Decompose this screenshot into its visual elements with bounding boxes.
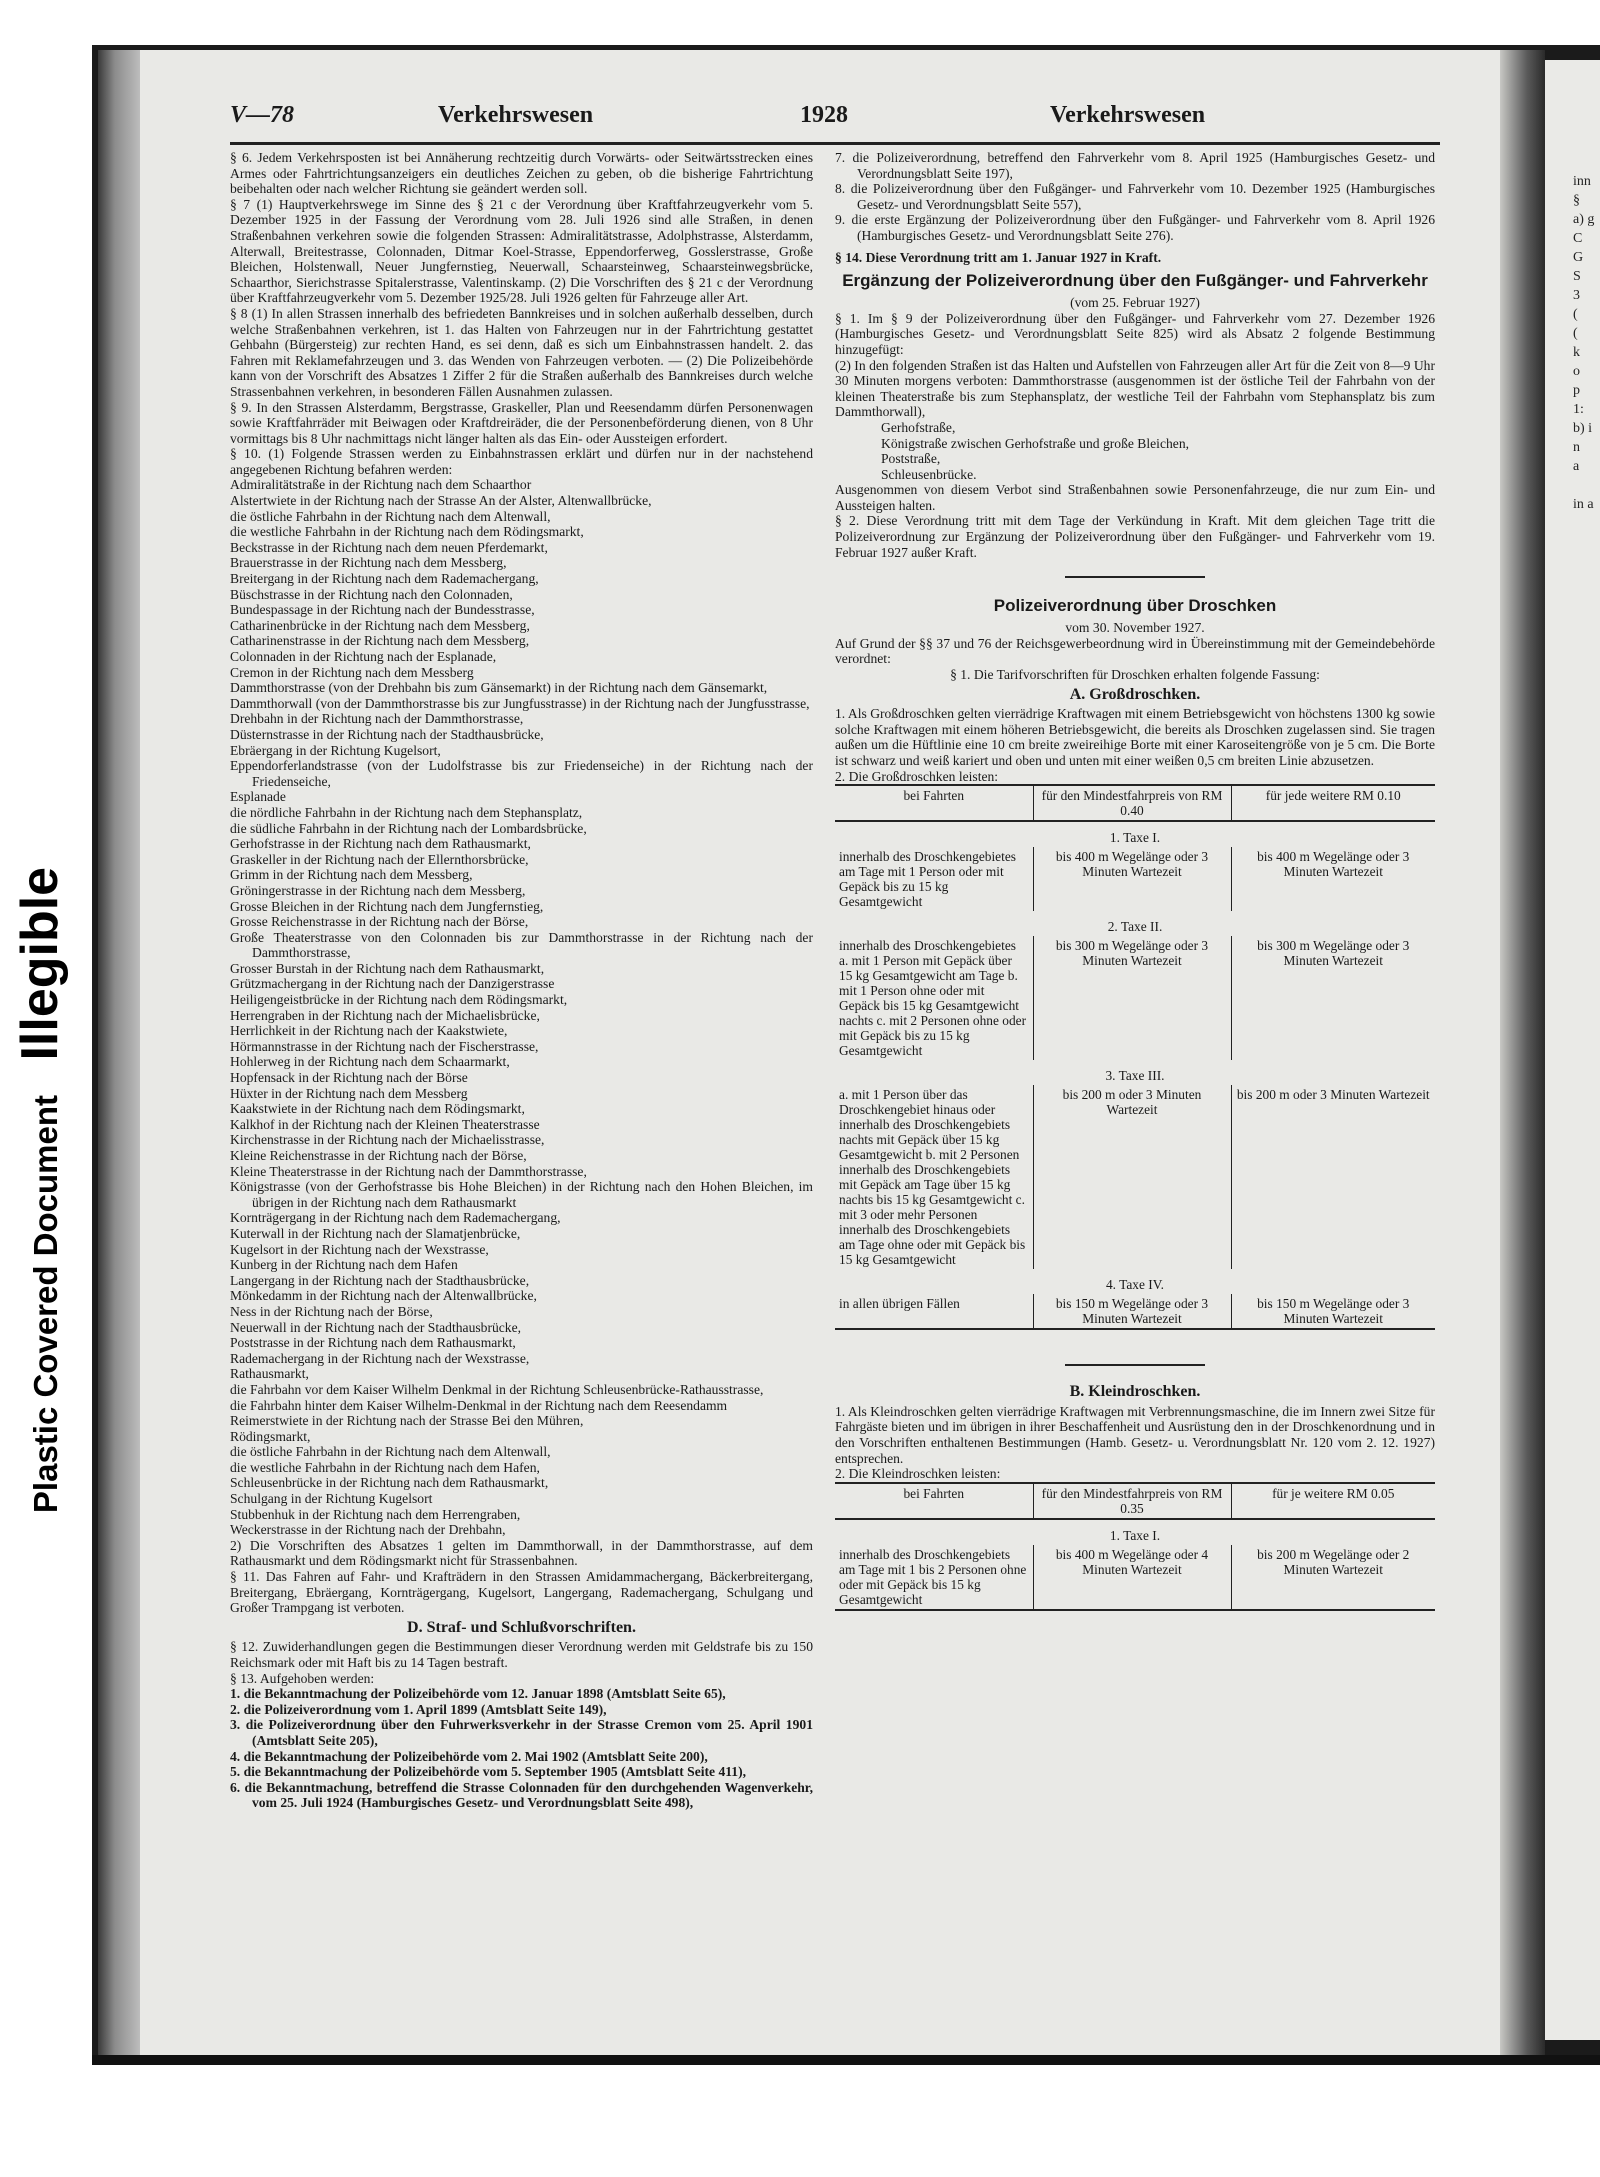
street-entry: die Fahrbahn vor dem Kaiser Wilhelm Denkmal in der Richtung Schleusenbrücke-Rathausstrasse, — [230, 1381, 764, 1397]
taxe-label: 4. Taxe IV. — [1105, 1277, 1165, 1293]
plastic-covered-label: Plastic Covered Document — [27, 1094, 64, 1514]
taxe-label: 2. Taxe II. — [1107, 919, 1163, 935]
regulation-paragraph: § 7 (1) Hauptverkehrswege im Sinne des § 21 c der Verordnung über Kraftfahrzeugverkehr vom 5. Dezember 1925 in der Fassung der Verordnung vom 28. Juli 1926 sind alle Straßen, in denen Straßenbahnen verkehren sowie die folgenden Strassen: Admiralitätstrasse, Adolphstrasse, Alsterdamm, Alterwall, Breitestrasse, Colonnaden, Ditmar Koel-Strasse, Eppendorferweg, Gosslerstrasse, Große Bleichen, Holstenwall, Neuer Jungfernstieg, Neuerwall, Schaarsteinweg, Schaarsteinwegsbrücke, Schaarthor, Sierichstrasse Spitalerstrasse, Valentinskamp. (2) Die Vorschriften des § 21 c der Verordnung über Kraftfahrzeugverkehr vom 5. Dezember 1925/28. Juli 1926 gelten für Fahrzeuge aller Art. — [230, 196, 813, 306]
fare-cell-trips: a. mit 1 Person über das Droschkengebiet hinaus oder innerhalb des Droschkengebiets nachts mit Gepäck über 15 kg Gesamtgewicht b. mit 2 Personen innerhalb des Droschkengebiets mit Gepäck am Tage über 15 kg nachts bis 15 kg Gesamtgewicht c. mit 3 oder mehr Personen innerhalb des Droschkengebiets am Tage ohne oder mit Gepäck bis 15 kg Gesamtgewicht — [839, 1087, 1026, 1268]
taxi-regulation-date: vom 30. November 1927. — [1065, 620, 1205, 636]
street-entry: Grosser Burstah in der Richtung nach dem Rathausmarkt, — [230, 960, 545, 976]
fare-cell-minimum: bis 300 m Wegelänge oder 3 Minuten Wartezeit — [1033, 936, 1231, 1060]
facing-page-fragment: S — [1573, 269, 1581, 284]
street-entry: die nördliche Fahrbahn in der Richtung nach dem Stephansplatz, — [230, 804, 583, 820]
binding-edge — [98, 50, 140, 2055]
street-entry: Büschstrasse in der Richtung nach den Colonnaden, — [230, 586, 513, 602]
header-title-right: Verkehrswesen — [1050, 102, 1206, 128]
street-entry: die östliche Fahrbahn in der Richtung nach dem Altenwall, — [230, 508, 551, 524]
large-taxi-fare-table — [835, 784, 1435, 1330]
fare-cell-additional: bis 200 m oder 3 Minuten Wartezeit — [1231, 1085, 1435, 1269]
street-entry: Dammthorwall (von der Dammthorstrasse bis zur Jungfusstrasse) in der Richtung nach der Jungfusstrasse, — [230, 695, 810, 711]
street-entry: Rademachergang in der Richtung nach der Wexstrasse, — [230, 1350, 530, 1366]
facing-page-fragment: C — [1573, 231, 1583, 246]
regulation-paragraph: § 6. Jedem Verkehrsposten ist bei Annäherung rechtzeitig durch Vorwärts- oder Seitwärtsstrecken eines Armes oder Fahrtrichtungsanzeigers ein deutliches Zeichen zu geben, ob die bisherige Fahrtrichtung beibehalten oder nach welcher Richtung sie geändert werden soll. — [230, 150, 813, 197]
repealed-item: 1. die Bekanntmachung der Polizeibehörde vom 12. Januar 1898 (Amtsblatt Seite 65), — [230, 1686, 726, 1702]
facing-page-fragment: p — [1573, 383, 1580, 398]
fare-cell-trips: innerhalb des Droschkengebietes a. mit 1 Person mit Gepäck über 15 kg Gesamtgewicht am Tage b. mit 1 Person ohne oder mit Gepäck bis 15 kg Gesamtgewicht nachts c. mit 2 Personen ohne oder mit Gepäck bis zu 15 kg Gesamtgewicht — [839, 938, 1027, 1059]
facing-page-fragment: a) g — [1573, 212, 1595, 227]
fare-col-additional: für jede weitere RM 0.10 — [1231, 785, 1435, 821]
regulation-paragraph: § 9. In den Strassen Alsterdamm, Bergstrasse, Graskeller, Plan und Reesendamm dürfen Personenwagen sowie Kraftfahrräder mit Beiwagen oder Kraftdreiräder, die der Personenbeförderung dienen, von 8 Uhr vormittags bis 8 Uhr nachmittags nicht länger halten als das Ein- oder Aussteigen erfordert. — [230, 399, 813, 446]
street-entry: Catharinenstrasse in der Richtung nach dem Messberg, — [230, 633, 530, 649]
fare-cell-trips: innerhalb des Droschkengebiets am Tage mit 1 bis 2 Personen ohne oder mit Gepäck bis 15 kg Gesamtgewicht — [835, 1545, 1033, 1610]
repealed-item: 5. die Bekanntmachung der Polizeibehörde vom 5. September 1905 (Amtsblatt Seite 411), — [230, 1764, 747, 1780]
street-entry: Grimm in der Richtung nach dem Messberg, — [230, 867, 473, 883]
street-entry: Grosse Reichenstrasse in der Richtung nach der Börse, — [230, 914, 529, 930]
street-entry: Kleine Reichenstrasse in der Richtung nach der Börse, — [230, 1148, 527, 1163]
street-entry: Brauerstrasse in der Richtung nach dem Messberg, — [230, 555, 507, 571]
street-entry: Rathausmarkt, — [230, 1366, 309, 1382]
regulation-paragraph: § 8 (1) In allen Strassen innerhalb des befriedeten Bannkreises und in solchen außerhalb desselben, durch welche Straßenbahnen verkehren, ist 1. das Halten von Fahrzeugen nur in der Fahrtrichtung gestattet Gehbahn (Bürgersteig) zur rechten Hand, es sei denn, daß es sich um Einbahnstrassen handelt. 2. das Fahren mit Reklamefahrzeugen und 3. das Wenden von Fahrzeugen verboten. — (2) Die Polizeibehörde kann von der Vorschrift des Absatzes 1 Ziffer 2 für die Straßen außerhalb des Bannkreises durch welche Strassenbahnen verkehren, in besonderen Fällen Ausnahmen zulassen. — [230, 305, 813, 399]
fare-col-minimum: für den Mindestfahrpreis von RM 0.35 — [1033, 1483, 1231, 1519]
fare-row — [835, 936, 1435, 1060]
street-entry: Rödingsmarkt, — [230, 1428, 311, 1444]
supplement-paragraph: Ausgenommen von diesem Verbot sind Straßenbahnen sowie Personenfahrzeuge, die nur zum Ein- und Aussteigen halten. — [835, 482, 1435, 513]
section-divider — [1065, 1364, 1205, 1366]
street-entry: Große Theaterstrasse von den Colonnaden bis zur Dammthorstrasse in der Richtung nach der Dammthorstrasse, — [230, 929, 813, 961]
page-gutter — [1500, 50, 1545, 2055]
supplement-street: Königstraße zwischen Gerhofstraße und große Bleichen, — [881, 435, 1190, 451]
supplement-heading: Ergänzung der Polizeiverordnung über den Fußgänger- und Fahrverkehr — [842, 271, 1428, 291]
street-entry: Dammthorstrasse (von der Drehbahn bis zum Gänsemarkt) in der Richtung nach dem Gänsemarkt, — [230, 680, 768, 696]
street-entry: Neuerwall in der Richtung nach der Stadthausbrücke, — [230, 1319, 522, 1335]
fare-cell-minimum: bis 150 m Wegelänge oder 3 Minuten Wartezeit — [1033, 1294, 1231, 1329]
repealed-item: 7. die Polizeiverordnung, betreffend den Fahrverkehr vom 8. April 1925 (Hamburgisches Gesetz- und Verordnungsblatt Seite 197), — [835, 150, 1435, 181]
facing-page-fragment: k — [1573, 345, 1580, 360]
facing-page-fragment: b) i — [1573, 421, 1593, 436]
street-entry: Hopfensack in der Richtung nach der Börse — [230, 1070, 468, 1086]
street-entry: Weckerstrasse in der Richtung nach der Drehbahn, — [230, 1522, 506, 1538]
street-entry: Esplanade — [230, 789, 286, 805]
facing-page-fragment: § — [1573, 193, 1580, 208]
street-entry: die Fahrbahn hinter dem Kaiser Wilhelm-Denkmal in der Richtung nach dem Reesendamm — [230, 1397, 728, 1413]
street-entry: Reimerstwiete in der Richtung nach der Strasse Bei den Mühren, — [230, 1413, 584, 1429]
regulation-paragraph: § 10. (1) Folgende Strassen werden zu Einbahnstrassen erklärt und dürfen nur in der nachstehend angegebenen Richtung befahren werden: — [230, 446, 813, 477]
street-entry: Kleine Theaterstrasse in der Richtung nach der Dammthorstrasse, — [230, 1163, 587, 1179]
street-entry: Catharinenbrücke in der Richtung nach dem Messberg, — [230, 617, 530, 633]
street-entry: Kirchenstrasse in der Richtung nach der Michaelisstrasse, — [230, 1132, 545, 1148]
penalty-paragraph: § 13. Aufgehoben werden: — [230, 1670, 375, 1686]
street-entry: Eppendorferlandstrasse (von der Ludolfstrasse bis zur Friedenseiche) in der Richtung nach der Friedenseiche, — [230, 758, 813, 789]
supplement-paragraph: (2) In den folgenden Straßen ist das Halten und Aufstellen von Fahrzeugen aller Art für die Zeit von 8—9 Uhr 30 Minuten morgens verboten: Dammthorstrasse (ausgenommen ist der östliche Teil der Fahrbahn von der kleinen Theaterstraße bis zum Stephansplatz, der westliche Teil der Fahrbahn vom Stephansplatz bis zum Dammthorwall), — [835, 357, 1435, 420]
street-entry: Breitergang in der Richtung nach dem Rademachergang, — [230, 571, 539, 587]
street-entry: Heiligengeistbrücke in der Richtung nach dem Rödingsmarkt, — [230, 992, 568, 1008]
street-entry: Colonnaden in der Richtung nach der Esplanade, — [230, 649, 497, 664]
street-entry: Mönkedamm in der Richtung nach der Altenwallbrücke, — [230, 1288, 537, 1304]
street-entry: Gröningerstrasse in der Richtung nach dem Messberg, — [230, 882, 526, 898]
street-entry: die südliche Fahrbahn in der Richtung nach der Lombardsbrücke, — [230, 820, 587, 836]
street-entry: Kornträgergang in der Richtung nach dem Rademachergang, — [230, 1210, 561, 1226]
fare-cell-minimum: bis 400 m Wegelänge oder 3 Minuten Wartezeit — [1033, 847, 1231, 911]
header-year: 1928 — [800, 102, 848, 128]
fare-col-additional: für je weitere RM 0.05 — [1231, 1483, 1435, 1519]
taxi-regulation-heading: Polizeiverordnung über Droschken — [993, 596, 1277, 616]
street-entry: Grützmachergang in der Richtung nach der Danzigerstrasse — [230, 976, 555, 992]
penalty-paragraph: § 12. Zuwiderhandlungen gegen die Bestimmungen dieser Verordnung werden mit Geldstrafe bis zu 150 Reichsmark oder mit Haft bis zu 14 Tagen bestraft. — [230, 1639, 813, 1670]
fare-row — [835, 1085, 1435, 1269]
street-entry: Beckstrasse in der Richtung nach dem neuen Pferdemarkt, — [230, 539, 548, 555]
street-entry: Düsternstrasse in der Richtung nach der Stadthausbrücke, — [230, 726, 544, 742]
repealed-item: 2. die Polizeiverordnung vom 1. April 1899 (Amtsblatt Seite 149), — [230, 1701, 607, 1717]
street-entry: Hüxter in der Richtung nach dem Messberg — [230, 1085, 468, 1101]
street-entry: Langergang in der Richtung nach der Stadthausbrücke, — [230, 1272, 530, 1288]
supplement-paragraph: § 1. Im § 9 der Polizeiverordnung über den Fußgänger- und Fahrverkehr vom 27. Dezember 1926 (Hamburgisches Gesetz- und Verordnungsblatt Seite 825) wird als Absatz 2 folgende Bestimmung hinzugefügt: — [835, 310, 1435, 357]
left-column — [230, 150, 813, 1811]
fare-cell-additional: bis 150 m Wegelänge oder 3 Minuten Wartezeit — [1231, 1294, 1435, 1329]
street-entry: Hörmannstrasse in der Richtung nach der Fischerstrasse, — [230, 1038, 539, 1054]
small-taxi-heading: B. Kleindroschken. — [1069, 1383, 1201, 1401]
facing-page-fragment — [1573, 476, 1600, 495]
section-d-heading: D. Straf- und Schlußvorschriften. — [407, 1618, 636, 1636]
supplement-street: Gerhofstraße, — [881, 419, 956, 435]
page-number: V—78 — [230, 102, 295, 128]
fare-cell-minimum: bis 400 m Wegelänge oder 4 Minuten Wartezeit — [1033, 1545, 1231, 1610]
fare-cell-additional: bis 200 m Wegelänge oder 2 Minuten Wartezeit — [1231, 1545, 1435, 1610]
facing-page-fragment: 1: — [1573, 402, 1584, 417]
street-entry: Königstrasse (von der Gerhofstrasse bis Hohe Bleichen) in der Richtung nach den Hohen Bleichen, im übrigen in der Richtung nach dem Rathausmarkt — [230, 1179, 813, 1210]
fare-cell-trips: in allen übrigen Fällen — [835, 1294, 1033, 1329]
post-list-paragraphs — [230, 1538, 813, 1616]
facing-page-fragment: ( — [1573, 307, 1578, 322]
street-entry: Cremon in der Richtung nach dem Messberg — [230, 664, 474, 680]
facing-page-fragment: in a — [1573, 497, 1594, 512]
street-entry: Kalkhof in der Richtung nach der Kleinen Theaterstrasse — [230, 1116, 540, 1132]
fare-col-trips: bei Fahrten — [835, 785, 1033, 821]
street-entry: Kugelsort in der Richtung nach der Wexstrasse, — [230, 1241, 489, 1257]
street-entry: Herrengraben in der Richtung nach der Michaelisbrücke, — [230, 1007, 540, 1023]
repealed-list-continued — [835, 150, 1435, 244]
regulation-paragraphs — [230, 150, 813, 477]
supplement-date: (vom 25. Februar 1927) — [1070, 295, 1200, 311]
street-entry: Stubbenhuk in der Richtung nach dem Herrengraben, — [230, 1506, 521, 1522]
document-status-label — [0, 790, 80, 1590]
street-entry: Bundespassage in der Richtung nach der Bundesstrasse, — [230, 602, 535, 618]
street-entry: Admiralitätstraße in der Richtung nach dem Schaarthor — [230, 477, 532, 493]
large-taxi-services-intro: 2. Die Großdroschken leisten: — [835, 768, 999, 784]
street-entry: Schleusenbrücke in der Richtung nach dem Rathausmarkt, — [230, 1475, 549, 1491]
facing-page-fragment: ( — [1573, 326, 1578, 341]
regulation-paragraph: § 11. Das Fahren auf Fahr- und Krafträdern in den Strassen Amidammachergang, Bäckerbreitergang, Breitergang, Ebräergang, Kornträgergang, Kugelsort, Langergang, Rademachergang, Schulgang und Großer Trampgang ist verboten. — [230, 1569, 813, 1616]
facing-page-fragment: n — [1573, 440, 1580, 455]
fare-row — [835, 847, 1435, 911]
repealed-item: 4. die Bekanntmachung der Polizeibehörde vom 2. Mai 1902 (Amtsblatt Seite 200), — [230, 1748, 708, 1764]
street-entry: die westliche Fahrbahn in der Richtung nach dem Hafen, — [230, 1459, 540, 1475]
facing-page-fragment: a — [1573, 459, 1580, 474]
street-entry: Alstertwiete in der Richtung nach der Strasse An der Alster, Altenwallbrücke, — [230, 493, 652, 509]
facing-page-fragment: 3 — [1573, 288, 1580, 303]
section-d-paragraphs — [230, 1639, 813, 1686]
street-entry: Ness in der Richtung nach der Börse, — [230, 1303, 433, 1319]
header-title-left: Verkehrswesen — [438, 102, 594, 128]
fare-row — [835, 1294, 1435, 1329]
large-taxi-definition: 1. Als Großdroschken gelten vierrädrige Kraftwagen mit einem Betriebsgewicht von höchstens 1300 kg sowie solche Kraftwagen mit einem höheren Betriebsgewicht, die bereits als Droschken zugelassen sind. Sie tragen außen um die Hüftlinie eine 10 cm breite zweireihige Borte mit einer Karoseitengröße von je 5 cm. Die Borte ist schwarz und weiß kariert und oben und unten mit einer weißen 0,5 cm breiten Linie abzusetzen. — [835, 706, 1435, 768]
scan-bottom-edge — [92, 2055, 1600, 2065]
street-entry: Schulgang in der Richtung Kugelsort — [230, 1491, 433, 1507]
repealed-item: 3. die Polizeiverordnung über den Fuhrwerksverkehr in der Strasse Cremon vom 25. April 1901 (Amtsblatt Seite 205), — [230, 1717, 813, 1748]
street-entry: Gerhofstrasse in der Richtung nach dem Rathausmarkt, — [230, 836, 531, 852]
taxe-label: 3. Taxe III. — [1105, 1068, 1165, 1084]
fare-col-minimum: für den Mindestfahrpreis von RM 0.40 — [1033, 785, 1231, 821]
illegible-label: Illegible — [11, 866, 69, 1061]
supplement-street-list — [835, 420, 1435, 482]
street-entry: Kunberg in der Richtung nach dem Hafen — [230, 1257, 458, 1273]
street-entry: die westliche Fahrbahn in der Richtung nach dem Rödingsmarkt, — [230, 524, 584, 540]
fare-col-trips: bei Fahrten — [835, 1483, 1033, 1519]
taxe-label: 1. Taxe I. — [1109, 1527, 1161, 1543]
repealed-list — [230, 1686, 813, 1811]
one-way-street-list — [230, 477, 813, 1537]
regulation-paragraph: 2) Die Vorschriften des Absatzes 1 gelten im Dammthorwall, in der Dammthorstrasse, auf dem Rathausmarkt und dem Rödingsmarkt nicht für Strassenbahnen. — [230, 1537, 813, 1569]
taxe-label: 1. Taxe I. — [1109, 830, 1161, 846]
street-entry: Poststrasse in der Richtung nach dem Rathausmarkt, — [230, 1335, 516, 1351]
repealed-item: 6. die Bekanntmachung, betreffend die Strasse Colonnaden für den durchgehenden Wagenverkehr, vom 25. Juli 1924 (Hamburgisches Gesetz- und Verordnungsblatt Seite 498), — [230, 1779, 813, 1811]
small-taxi-fare-table — [835, 1482, 1435, 1611]
street-entry: Graskeller in der Richtung nach der Ellernthorsbrücke, — [230, 851, 529, 867]
right-column — [835, 150, 1435, 1611]
fare-cell-trips: innerhalb des Droschkengebietes am Tage mit 1 Person oder mit Gepäck bis zu 15 kg Gesamtgewicht — [839, 849, 1016, 910]
small-taxi-definition: 1. Als Kleindroschken gelten vierrädrige Kraftwagen mit Verbrennungsmaschine, die im Innern zwei Sitze für Fahrgäste bieten und im übrigen in ihrer Beschaffenheit und Ausrüstung den in der Droschkenordnung und in den Vorschriften enthaltenen Bestimmungen (Hamb. Gesetz- u. Verordnungsblatt Nr. 120 vom 2. 12. 1927) entsprechen. — [835, 1403, 1435, 1466]
fare-cell-additional: bis 300 m Wegelänge oder 3 Minuten Wartezeit — [1231, 936, 1435, 1060]
fare-cell-minimum: bis 200 m oder 3 Minuten Wartezeit — [1033, 1085, 1231, 1269]
facing-page-fragment: o — [1573, 364, 1580, 379]
facing-page-fragment: G — [1573, 250, 1584, 265]
supplement-closing — [835, 482, 1435, 560]
repealed-item: 8. die Polizeiverordnung über den Fußgänger- und Fahrverkehr vom 10. Dezember 1925 (Hamburgisches Gesetz- und Verordnungsblatt Seite 557), — [835, 181, 1435, 212]
small-taxi-services-intro: 2. Die Kleindroschken leisten: — [835, 1466, 1001, 1482]
supplement-paragraphs — [835, 311, 1435, 420]
supplement-street: Schleusenbrücke. — [881, 466, 977, 482]
repealed-item: 9. die erste Ergänzung der Polizeiverordnung über den Fußgänger- und Fahrverkehr vom 8. April 1926 (Hamburgisches Gesetz- und Verordnungsblatt Seite 276). — [835, 212, 1435, 243]
section-divider — [1065, 576, 1205, 578]
facing-page-fragment: inn — [1573, 174, 1591, 189]
street-entry: Grosse Bleichen in der Richtung nach dem Jungfernstieg, — [230, 898, 544, 914]
supplement-street: Poststraße, — [881, 451, 941, 467]
facing-page-text — [1545, 60, 1600, 514]
fare-cell-additional: bis 400 m Wegelänge oder 3 Minuten Wartezeit — [1231, 847, 1435, 911]
street-entry: die östliche Fahrbahn in der Richtung nach dem Altenwall, — [230, 1444, 551, 1460]
street-entry: Drehbahn in der Richtung nach der Dammthorstrasse, — [230, 711, 524, 727]
facing-page-edge — [1545, 60, 1600, 2040]
street-entry: Kaakstwiete in der Richtung nach dem Rödingsmarkt, — [230, 1101, 525, 1117]
street-entry: Herrlichkeit in der Richtung nach der Kaakstwiete, — [230, 1023, 508, 1039]
section-14: § 14. Diese Verordnung tritt am 1. Januar 1927 in Kraft. — [835, 249, 1162, 265]
street-entry: Kuterwall in der Richtung nach der Slamatjenbrücke, — [230, 1225, 521, 1241]
street-entry: Ebräergang in der Richtung Kugelsort, — [230, 742, 441, 758]
page-header — [230, 102, 1440, 145]
supplement-paragraph: § 2. Diese Verordnung tritt mit dem Tage der Verkündung in Kraft. Mit dem gleichen Tage tritt die Polizeiverordnung zur Ergänzung der Polizeiverordnung über den Fußgänger- und Fahrverkehr vom 19. Februar 1927 außer Kraft. — [835, 513, 1435, 560]
taxi-section-1: § 1. Die Tarifvorschriften für Droschken erhalten folgende Fassung: — [950, 667, 1320, 683]
large-taxi-heading: A. Großdroschken. — [1069, 685, 1201, 703]
taxi-intro: Auf Grund der §§ 37 und 76 der Reichsgewerbeordnung wird in Übereinstimmung mit der Gemeindebehörde verordnet: — [835, 635, 1435, 667]
street-entry: Hohlerweg in der Richtung nach dem Schaarmarkt, — [230, 1054, 510, 1070]
